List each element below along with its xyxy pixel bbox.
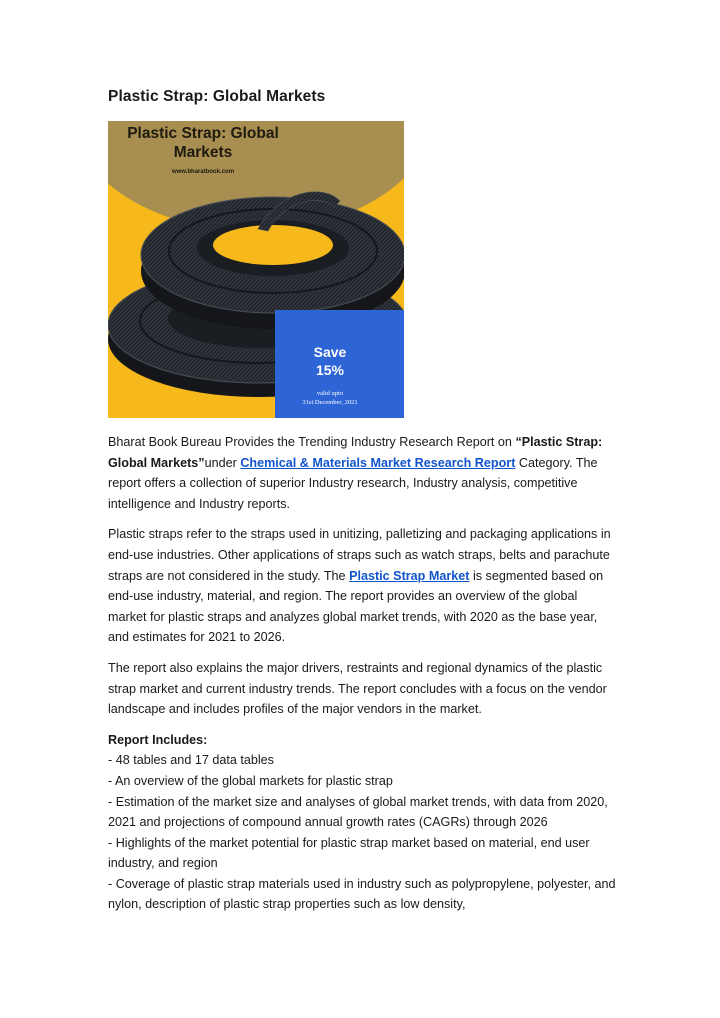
banner-title-line-2: Markets	[173, 144, 233, 161]
definition-paragraph	[108, 524, 618, 648]
chemical-materials-report-link[interactable]: Chemical & Materials Market Research Report	[240, 455, 516, 470]
banner-title-line-1: Plastic Strap: Global	[127, 125, 279, 142]
includes-item: - Highlights of the market potential for plastic strap market based on material, end user industry, and region	[108, 835, 590, 871]
includes-item: - An overview of the global markets for plastic strap	[108, 773, 393, 788]
intro-text-2: under	[204, 455, 241, 470]
includes-item: - Coverage of plastic strap materials used in industry such as polypropylene, polyester, and nylon, description of plastic strap properties such as low density,	[108, 876, 616, 912]
para2-text-2: is segmented based on end-use industry, material, and region. The report provides an overview of the global market for plastic straps and analyzes global market trends, with 2020 as the base year, and estimates for 2021 to 2026.	[108, 568, 604, 645]
valid-date: 31st December, 2021	[302, 399, 358, 406]
intro-report-title: “Plastic Strap: Global Markets”	[108, 435, 603, 470]
page-title: Plastic Strap: Global Markets	[108, 88, 326, 105]
save-text	[275, 343, 385, 379]
para2-text-1: Plastic straps refer to the straps used in unitizing, palletizing and packaging applications in end-use industries. Other applications of straps such as watch straps, belts and parachute straps are not considered in the study. The	[108, 527, 611, 583]
save-badge	[275, 310, 404, 418]
report-banner-image	[108, 121, 404, 418]
valid-upto-label: valid upto	[316, 390, 344, 397]
includes-item: - 48 tables and 17 data tables	[108, 753, 274, 768]
save-percent: 15%	[315, 362, 345, 378]
drivers-paragraph: The report also explains the major drivers, restraints and regional dynamics of the plastic strap market and current industry trends. The report concludes with a focus on the vendor landscape and includes profiles of the major vendors in the market.	[108, 660, 607, 717]
includes-item: - Estimation of the market size and analyses of global market trends, with data from 2020, 2021 and projections of compound annual growth rates (CAGRs) through 2026	[108, 794, 608, 830]
intro-paragraph	[108, 432, 618, 514]
report-includes-section	[108, 730, 618, 915]
intro-text-1: Bharat Book Bureau Provides the Trending Industry Research Report on	[108, 435, 516, 449]
report-body	[108, 432, 618, 915]
save-label: Save	[313, 344, 347, 360]
banner-url: www.bharatbook.com	[171, 169, 235, 175]
report-includes-heading: Report Includes:	[108, 732, 208, 747]
intro-text-3: Category. The report offers a collection of superior Industry research, Industry analysis, competitive intelligence and Industry reports.	[108, 455, 598, 511]
plastic-strap-market-link[interactable]: Plastic Strap Market	[349, 568, 470, 583]
validity-text	[275, 389, 385, 407]
